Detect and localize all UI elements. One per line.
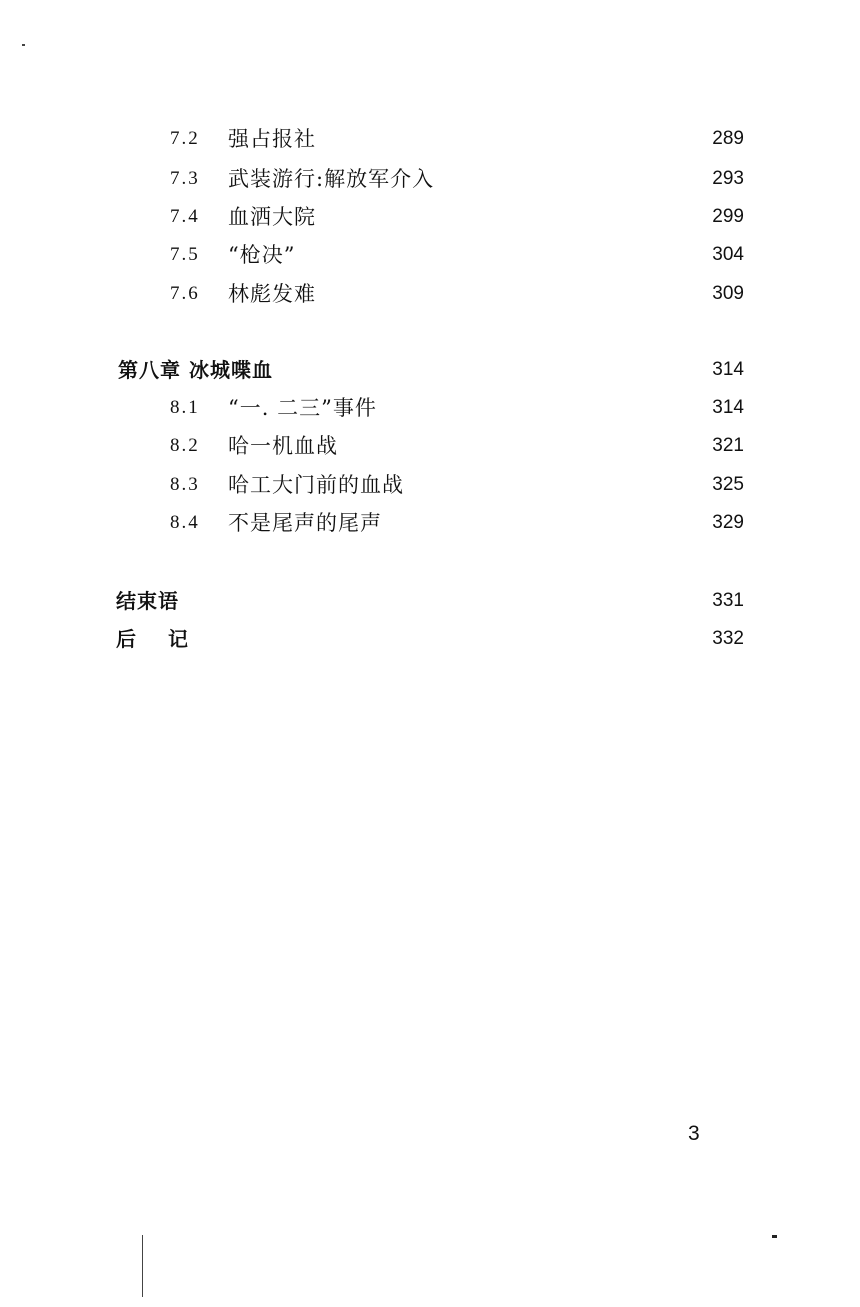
dot-leader [283, 355, 696, 385]
toc-entry-8-2 [170, 431, 744, 461]
dot-leader [326, 202, 696, 232]
toc-entry-7-3 [170, 164, 744, 194]
dot-leader [198, 624, 696, 654]
page-ref: 314 [712, 397, 744, 418]
section-title: 强占报社 [228, 127, 316, 151]
section-title: 哈工大门前的血战 [228, 473, 404, 497]
section-number: 8.3 [170, 474, 200, 495]
chapter-title: 第八章 冰城喋血 [118, 358, 273, 382]
toc-entry-7-5 [170, 240, 744, 270]
dot-leader [414, 470, 696, 500]
toc-entry-7-2 [170, 124, 744, 154]
page-ref: 304 [712, 244, 744, 265]
page-ref: 321 [712, 435, 744, 456]
section-number: 7.4 [170, 206, 200, 227]
page-ref: 329 [712, 512, 744, 533]
page-ref: 314 [712, 359, 744, 380]
section-title: 武装游行:解放军介入 [228, 167, 435, 191]
toc-entry-7-4 [170, 202, 744, 232]
scan-edge-line [142, 1235, 143, 1297]
page-ref: 331 [712, 590, 744, 611]
section-number: 7.6 [170, 283, 200, 304]
section-number: 8.4 [170, 512, 200, 533]
page-ref: 325 [712, 474, 744, 495]
toc-closing [116, 586, 744, 616]
toc-entry-8-3 [170, 470, 744, 500]
section-title: 林彪发难 [228, 282, 316, 306]
page-number: 3 [688, 1122, 700, 1145]
dot-leader [183, 586, 696, 616]
dot-leader [348, 431, 696, 461]
closing-title: 结束语 [116, 589, 179, 613]
page-ref: 289 [712, 128, 744, 149]
section-title: 哈一机血战 [228, 434, 338, 458]
toc-entry-8-1 [170, 393, 744, 423]
dot-leader [444, 164, 696, 194]
section-number: 8.1 [170, 397, 200, 418]
toc-chapter-8 [118, 355, 744, 385]
afterword-title: 后 记 [116, 627, 194, 651]
dot-leader [392, 508, 696, 538]
section-title: “枪决” [228, 243, 296, 267]
dot-leader [326, 124, 696, 154]
scan-speck [772, 1235, 777, 1238]
scan-speck [22, 44, 25, 46]
page-ref: 299 [712, 206, 744, 227]
page-ref: 332 [712, 628, 744, 649]
page-ref: 309 [712, 283, 744, 304]
dot-leader [305, 240, 696, 270]
section-number: 7.3 [170, 168, 200, 189]
toc-afterword [116, 624, 744, 654]
section-number: 7.2 [170, 128, 200, 149]
section-title: “一. 二三”事件 [228, 396, 377, 420]
section-number: 8.2 [170, 435, 200, 456]
dot-leader [326, 279, 696, 309]
section-title: 不是尾声的尾声 [228, 511, 382, 535]
toc-entry-7-6 [170, 279, 744, 309]
section-title: 血洒大院 [228, 205, 316, 229]
page-ref: 293 [712, 168, 744, 189]
toc-entry-8-4 [170, 508, 744, 538]
dot-leader [387, 393, 696, 423]
section-number: 7.5 [170, 244, 200, 265]
